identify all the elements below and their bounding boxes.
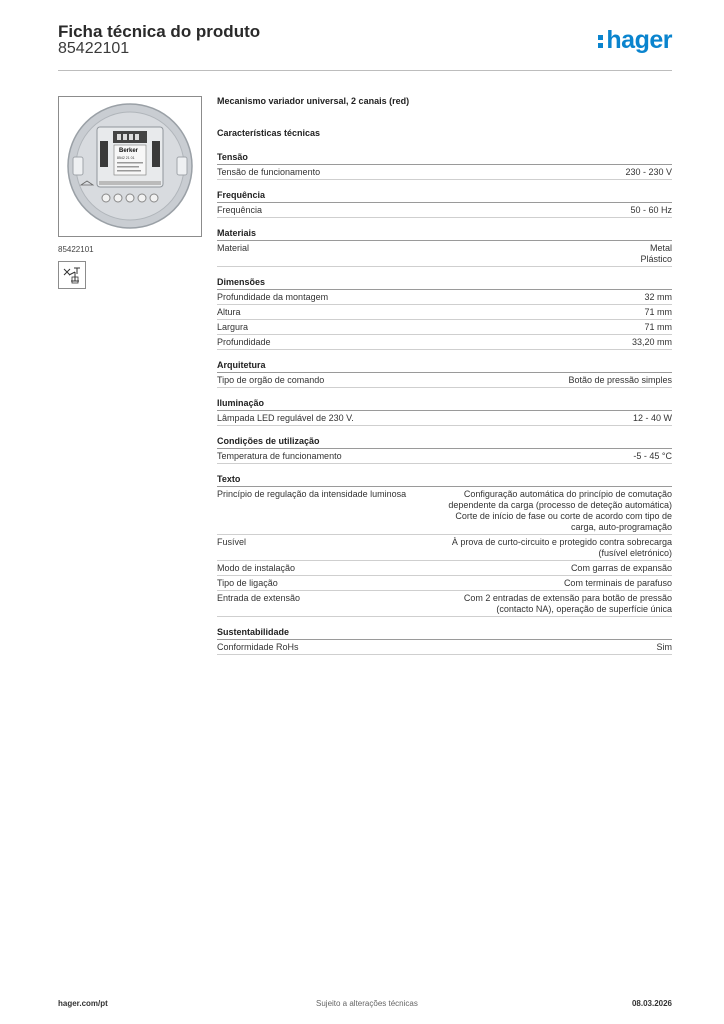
spec-sections [217,152,672,655]
spec-value-line: Metal [649,243,672,253]
spec-value [427,413,672,424]
spec-key: Altura [217,307,241,317]
section-title: Iluminação [217,398,672,411]
image-product-code: 85422101 [58,245,94,254]
spec-key: Profundidade da montagem [217,292,329,302]
spec-row [217,335,672,350]
spec-value-line: Com terminais de parafuso [563,578,672,588]
spec-value-line: 12 - 40 W [632,413,672,423]
spec-section [217,474,672,617]
spec-value [427,167,672,178]
spec-value-line: (contacto NA), operação de superfície única [496,604,672,614]
page-title: Ficha técnica do produto [58,22,261,41]
spec-row [217,305,672,320]
spec-value-line: carga, auto-programação [570,522,672,532]
spec-value-line: Com 2 entradas de extensão para botão de pressão [463,593,672,603]
dimmer-symbol-icon [58,261,86,289]
spec-key: Conformidade RoHs [217,642,299,652]
spec-value-line: 50 - 60 Hz [630,205,672,215]
spec-value-line: 32 mm [644,292,672,302]
spec-key: Material [217,243,250,253]
spec-row [217,290,672,305]
spec-value-line: 33,20 mm [631,337,672,347]
section-title: Condições de utilização [217,436,672,449]
photo-ref-label: 8542 21 01 [117,156,135,160]
spec-section [217,627,672,655]
spec-key: Tipo de orgão de comando [217,375,325,385]
spec-value-line: 230 - 230 V [625,167,672,177]
spec-value [427,307,672,318]
spec-key: Largura [217,322,249,332]
section-title: Dimensões [217,277,672,290]
spec-value [427,337,672,348]
spec-section [217,277,672,350]
spec-row [217,576,672,591]
spec-value [427,642,672,653]
spec-value-line: -5 - 45 °C [633,451,672,461]
footer-date: 08.03.2026 [631,999,672,1008]
spec-value [427,593,672,615]
spec-value [427,205,672,216]
footer-note: Sujeito a alterações técnicas [316,999,418,1008]
technical-specs [217,96,672,665]
spec-value-line: 71 mm [644,307,672,317]
logo-text: hager [606,26,672,54]
spec-row [217,203,672,218]
section-title: Arquitetura [217,360,672,373]
section-title: Materiais [217,228,672,241]
logo-dots-icon [598,32,604,50]
spec-value [427,322,672,333]
spec-key: Modo de instalação [217,563,296,573]
spec-row [217,241,672,267]
spec-key: Fusível [217,537,247,547]
spec-key: Princípio de regulação da intensidade luminosa [217,489,407,499]
spec-value [427,578,672,589]
photo-brand-label: Berker [119,148,139,154]
spec-key: Tensão de funcionamento [217,167,321,177]
spec-value-line: Sim [656,642,672,652]
spec-key: Profundidade [217,337,271,347]
hager-logo [598,26,672,55]
spec-value-line: Botão de pressão simples [568,375,672,385]
spec-section [217,228,672,267]
spec-section [217,360,672,388]
spec-value-line: Com garras de expansão [570,563,672,573]
spec-row [217,591,672,617]
spec-value [427,243,672,265]
spec-row [217,487,672,535]
spec-section [217,190,672,218]
spec-value-line: Plástico [640,254,672,264]
product-image-column [58,96,202,289]
characteristics-heading: Características técnicas [217,128,321,138]
page-footer [58,993,672,1013]
spec-value-line: Corte de início de fase ou corte de acordo com tipo de [455,511,672,521]
spec-value-line: Configuração automática do princípio de comutação [463,489,672,499]
spec-key: Frequência [217,205,263,215]
product-name: Mecanismo variador universal, 2 canais (red) [217,96,410,106]
spec-value-line: 71 mm [644,322,672,332]
spec-row [217,640,672,655]
spec-value [427,375,672,386]
spec-row [217,449,672,464]
spec-value-line: dependente da carga (processo de deteção automática) [448,500,672,510]
spec-key: Tipo de ligação [217,578,278,588]
spec-value-line: À prova de curto-circuito e protegido contra sobrecarga [451,537,672,547]
product-photo [58,96,202,237]
spec-section [217,436,672,464]
spec-value [427,563,672,574]
spec-value-line: (fusível eletrónico) [598,548,672,558]
spec-value [427,489,672,533]
spec-value [427,292,672,303]
spec-row [217,165,672,180]
section-title: Tensão [217,152,672,165]
spec-section [217,152,672,180]
spec-value [427,537,672,559]
page-header [58,20,672,71]
footer-website: hager.com/pt [58,999,108,1008]
spec-value [427,451,672,462]
product-code: 85422101 [58,40,130,57]
spec-row [217,373,672,388]
spec-row [217,535,672,561]
section-title: Sustentabilidade [217,627,672,640]
spec-row [217,320,672,335]
spec-key: Lâmpada LED regulável de 230 V. [217,413,354,423]
spec-section [217,398,672,426]
section-title: Frequência [217,190,672,203]
spec-key: Entrada de extensão [217,593,301,603]
spec-row [217,561,672,576]
section-title: Texto [217,474,672,487]
spec-key: Temperatura de funcionamento [217,451,342,461]
spec-row [217,411,672,426]
